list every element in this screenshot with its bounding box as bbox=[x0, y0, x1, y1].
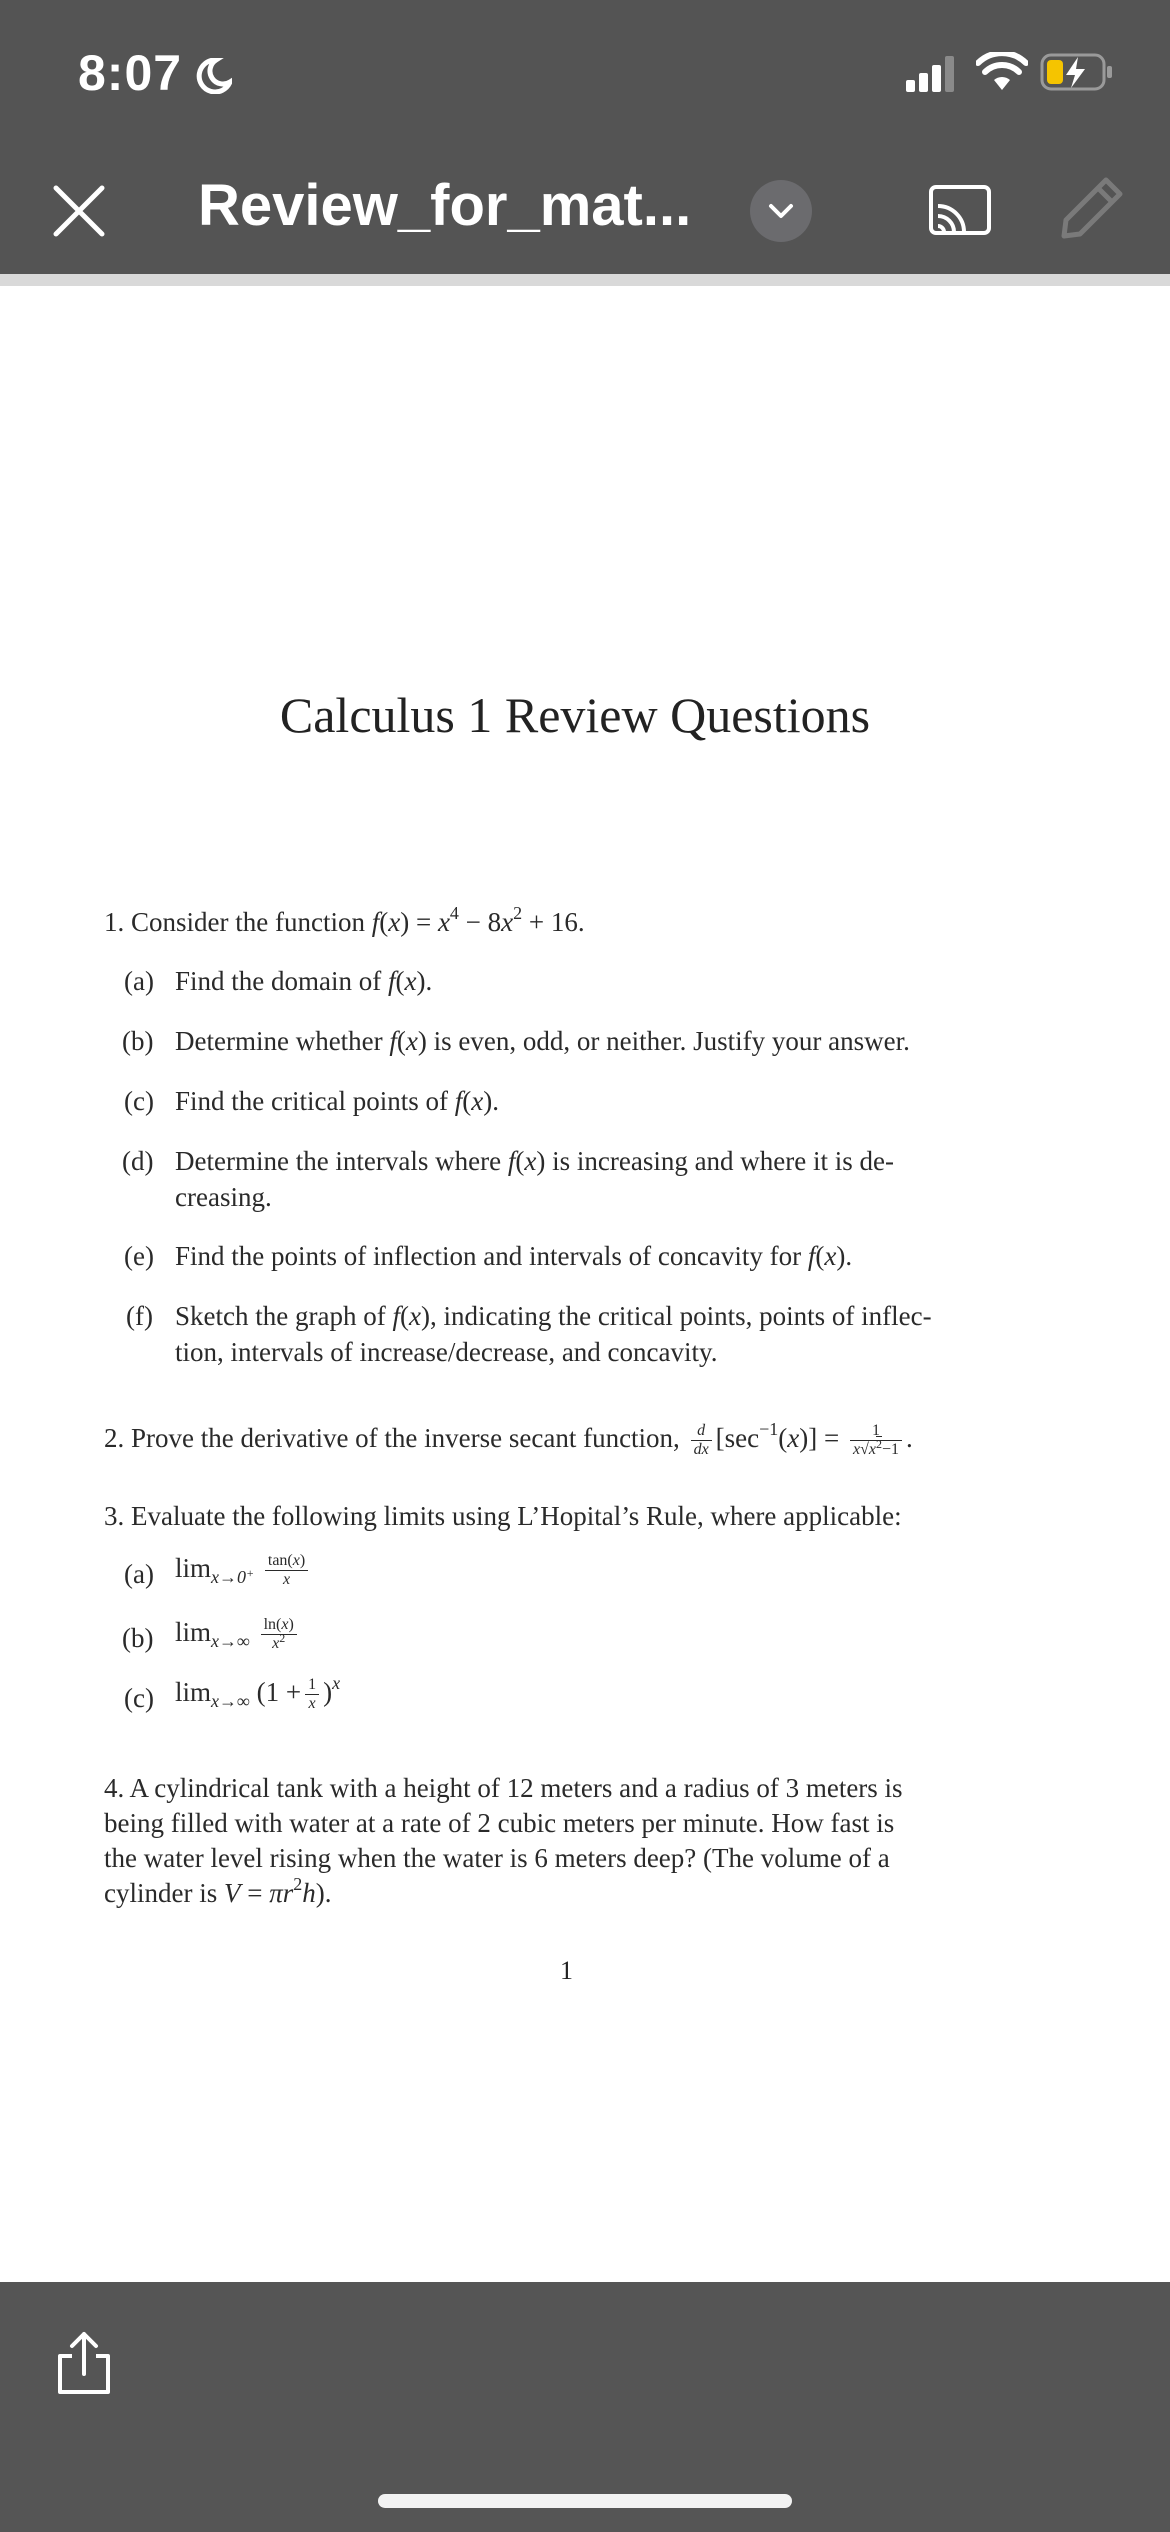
math-fx: f(x) bbox=[392, 1301, 430, 1331]
question-2 bbox=[104, 1420, 913, 1459]
question-1-number: 1. bbox=[104, 907, 125, 937]
question-1f-text-3: tion, intervals of increase/decrease, and concavity. bbox=[175, 1337, 718, 1367]
question-1a bbox=[175, 963, 432, 999]
part-label: (c) bbox=[124, 1683, 154, 1713]
question-1e bbox=[175, 1238, 852, 1274]
part-label: (b) bbox=[122, 1026, 154, 1056]
question-1c bbox=[175, 1083, 499, 1119]
question-2-number: 2. bbox=[104, 1423, 125, 1453]
status-time: 8:07 bbox=[78, 45, 183, 101]
part-label: (b) bbox=[122, 1623, 154, 1653]
title-menu-button[interactable] bbox=[750, 180, 812, 242]
question-4 bbox=[104, 1771, 1050, 1911]
math-limit-c: $\lim_{x\to\infty} (1$ + $\frac{1}{x}$ )$^x$ bbox=[175, 1673, 341, 1713]
question-1b bbox=[175, 1023, 910, 1059]
question-4-line-1: 4. A cylindrical tank with a height of 12 meters and a radius of 3 meters is bbox=[104, 1773, 903, 1803]
question-1c-text: Find the critical points of bbox=[175, 1086, 448, 1116]
question-1f-text-2: , indicating the critical points, points of inflec- bbox=[429, 1301, 932, 1331]
question-1b-text-1: Determine whether bbox=[175, 1026, 383, 1056]
question-4-line-3: the water level rising when the water is 6 meters deep? (The volume of a bbox=[104, 1843, 890, 1873]
bottom-toolbar bbox=[0, 2282, 1170, 2532]
cast-icon[interactable] bbox=[928, 182, 992, 240]
status-bar bbox=[0, 0, 1170, 150]
part-label: (e) bbox=[124, 1241, 154, 1271]
math-fx: f(x). bbox=[387, 966, 433, 996]
question-1b-text-2: is even, odd, or neither. Justify your answer. bbox=[433, 1026, 910, 1056]
pencil-icon[interactable] bbox=[1058, 174, 1126, 242]
question-1a-text: Find the domain of bbox=[175, 966, 382, 996]
math-cylinder-volume: $V = \pi r^2h$). bbox=[223, 1874, 332, 1908]
math-fx: f(x). bbox=[454, 1086, 499, 1116]
nav-divider bbox=[0, 274, 1170, 286]
question-1f bbox=[175, 1298, 1055, 1370]
part-label: (f) bbox=[126, 1301, 153, 1331]
part-label: (d) bbox=[122, 1146, 154, 1176]
question-1-intro: Consider the function bbox=[131, 907, 365, 937]
document-nav-bar bbox=[0, 150, 1170, 274]
math-fx: f(x). bbox=[807, 1241, 853, 1271]
question-4-line-4: cylinder is bbox=[104, 1878, 218, 1908]
part-label: (c) bbox=[124, 1086, 154, 1116]
wifi-icon bbox=[976, 52, 1028, 92]
close-icon[interactable] bbox=[48, 180, 110, 242]
question-1e-text: Find the points of inflection and intervals of concavity for bbox=[175, 1241, 802, 1271]
part-label: (a) bbox=[124, 1559, 154, 1589]
moon-icon bbox=[196, 58, 232, 94]
math-limit-b: $\lim_{x\to\infty}$ $\frac{\ln(x)}{x^2}$ bbox=[175, 1614, 301, 1659]
share-icon[interactable] bbox=[52, 2328, 116, 2398]
math-derivative-arcsec: $\frac{d}{dx}$ $[\sec^{-1}(x)]$ = $\frac{1}{x√x^2-1}$ . bbox=[687, 1423, 913, 1453]
page-title: Calculus 1 Review Questions bbox=[279, 687, 871, 743]
home-indicator[interactable] bbox=[378, 2494, 792, 2508]
battery-charging-icon bbox=[1040, 52, 1114, 92]
pdf-page[interactable] bbox=[0, 286, 1170, 2282]
question-1d bbox=[175, 1143, 1045, 1215]
math-fx: f(x) bbox=[507, 1146, 546, 1176]
question-1d-text-3: creasing. bbox=[175, 1182, 272, 1212]
question-1d-text-2: is increasing and where it is de- bbox=[552, 1146, 894, 1176]
question-1d-text-1: Determine the intervals where bbox=[175, 1146, 502, 1176]
math-limit-a: $\lim_{x\to 0^+}$ $\frac{\tan(x)}{x}$ bbox=[175, 1550, 312, 1595]
math-fx: f(x) bbox=[389, 1026, 427, 1056]
document-title[interactable]: Review_for_mat... bbox=[198, 173, 692, 238]
question-3-text: Evaluate the following limits using L’Hopital’s Rule, where applicable: bbox=[131, 1501, 902, 1531]
chevron-down-icon bbox=[750, 180, 812, 242]
question-3 bbox=[104, 1498, 902, 1534]
page-number: 1 bbox=[560, 1956, 573, 1985]
math-function: $f(x) = x^4 - 8x^2 + 16$. bbox=[371, 903, 585, 937]
signal-icon bbox=[906, 56, 958, 92]
question-4-line-2: being filled with water at a rate of 2 cubic meters per minute. How fast is bbox=[104, 1808, 895, 1838]
question-3-number: 3. bbox=[104, 1501, 125, 1531]
question-2-text: Prove the derivative of the inverse secant function, bbox=[131, 1423, 680, 1453]
question-1 bbox=[104, 904, 585, 940]
part-label: (a) bbox=[124, 966, 154, 996]
question-1f-text-1: Sketch the graph of bbox=[175, 1301, 386, 1331]
